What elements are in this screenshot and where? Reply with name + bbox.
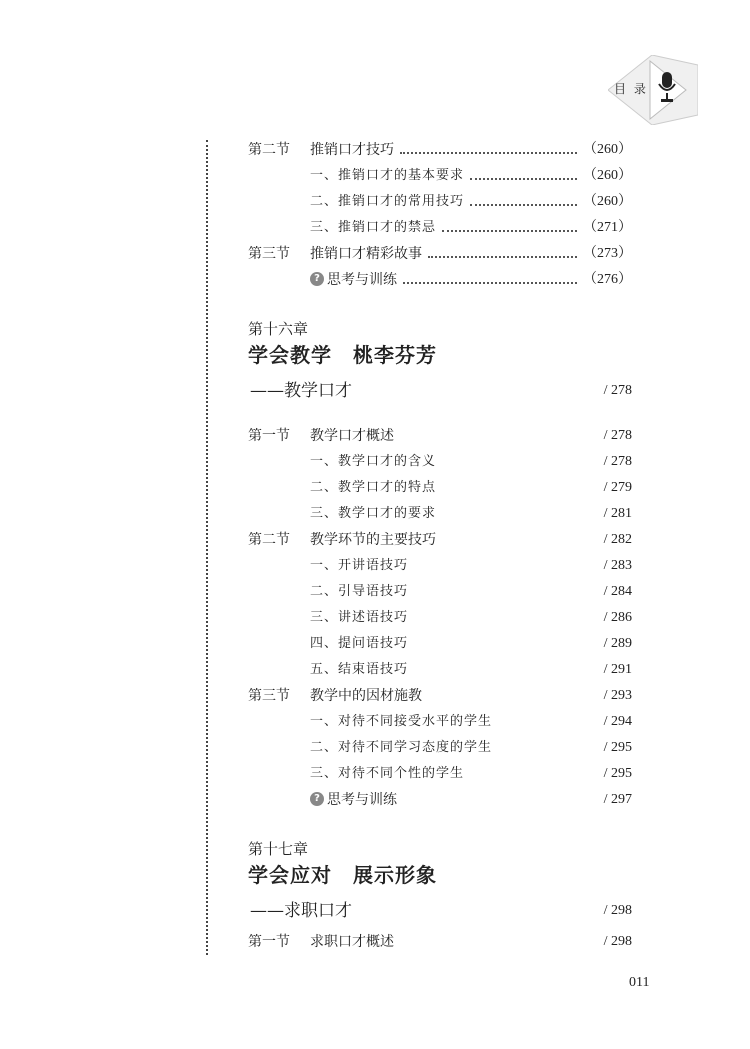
subsection-title	[310, 555, 408, 577]
leader-dots	[470, 204, 577, 206]
exercise-title	[310, 269, 397, 291]
subsection-title	[310, 191, 464, 213]
chapter-title: 学会应对 展示形象	[248, 863, 437, 887]
page-ref: / 298	[603, 934, 632, 949]
page-ref: / 298	[603, 903, 632, 918]
toc-entry-sub[interactable]	[0, 217, 750, 239]
page-ref: / 284	[603, 584, 632, 599]
subsection-title	[310, 763, 464, 785]
entry-text: 五、结束语技巧	[310, 662, 409, 677]
leader-dots	[470, 178, 577, 180]
section-title	[310, 425, 394, 447]
section-title	[310, 931, 394, 953]
subsection-title	[310, 711, 492, 733]
subsection-title	[310, 659, 408, 681]
page-ref: （260）	[583, 194, 632, 209]
page-ref: / 286	[603, 610, 632, 625]
entry-text: 一、教学口才的含义	[310, 454, 437, 469]
page-ref: / 289	[603, 636, 632, 651]
toc-entry-section[interactable]	[0, 425, 750, 447]
chapter-number: 第十六章	[248, 320, 309, 338]
entry-text: 二、教学口才的特点	[310, 480, 437, 495]
toc-entry-section[interactable]	[0, 685, 750, 707]
section-number: 第三节	[248, 246, 290, 262]
entry-text: 一、对待不同接受水平的学生	[310, 714, 493, 729]
subsection-title	[310, 165, 464, 187]
toc-entry-sub[interactable]	[0, 165, 750, 187]
entry-text: 思考与训练	[327, 792, 397, 808]
entry-text: 三、推销口才的禁忌	[310, 220, 437, 235]
entry-text: 二、引导语技巧	[310, 584, 409, 599]
section-number: 第三节	[248, 688, 290, 704]
subsection-title	[310, 737, 492, 759]
page-ref: / 295	[603, 766, 632, 781]
page-ref: / 294	[603, 714, 632, 729]
page-ref: （260）	[583, 142, 632, 157]
page-ref: / 297	[603, 792, 632, 807]
section-number: 第二节	[248, 142, 290, 158]
toc-entry-chapter[interactable]	[0, 318, 750, 413]
entry-text: 推销口才精彩故事	[310, 246, 422, 262]
chapter-subtitle: ——求职口才	[250, 901, 352, 921]
entry-text: 教学环节的主要技巧	[310, 532, 436, 548]
page-ref: （260）	[583, 168, 632, 183]
subsection-title	[310, 503, 436, 525]
page-ref: / 278	[603, 428, 632, 443]
section-title	[310, 685, 422, 707]
toc-entry-sub[interactable]	[0, 191, 750, 213]
entry-text: 教学中的因材施教	[310, 688, 422, 704]
toc-entry-sub[interactable]	[0, 763, 750, 785]
section-title	[310, 529, 436, 551]
toc-entry-sub[interactable]	[0, 451, 750, 473]
toc-entry-exercise[interactable]	[0, 269, 750, 291]
toc-entry-section[interactable]	[0, 529, 750, 551]
subsection-title	[310, 477, 436, 499]
question-icon: ?	[310, 792, 324, 806]
subsection-title	[310, 581, 408, 603]
toc-entry-section[interactable]	[0, 931, 750, 953]
entry-text: 三、教学口才的要求	[310, 506, 437, 521]
toc-entry-exercise[interactable]	[0, 789, 750, 811]
subsection-title	[310, 633, 408, 655]
entry-text: 推销口才技巧	[310, 142, 394, 158]
page-ref: / 281	[603, 506, 632, 521]
toc-entry-sub[interactable]	[0, 581, 750, 603]
page-ref: / 291	[603, 662, 632, 677]
page-ref: / 278	[603, 454, 632, 469]
entry-text: 三、对待不同个性的学生	[310, 766, 465, 781]
entry-text: 求职口才概述	[310, 934, 394, 950]
toc-entry-section[interactable]	[0, 139, 750, 161]
page-ref: / 282	[603, 532, 632, 547]
section-number: 第一节	[248, 934, 290, 950]
leader-dots	[400, 152, 577, 154]
page-ref: （271）	[583, 220, 632, 235]
toc-entry-sub[interactable]	[0, 477, 750, 499]
section-number: 第一节	[248, 428, 290, 444]
section-title	[310, 243, 422, 265]
exercise-title	[310, 789, 397, 811]
page-number: 011	[629, 975, 650, 990]
toc-entry-sub[interactable]	[0, 607, 750, 629]
leader-dots	[428, 256, 577, 258]
page-ref: （273）	[583, 246, 632, 261]
entry-text: 二、推销口才的常用技巧	[310, 194, 465, 209]
question-icon: ?	[310, 272, 324, 286]
leader-dots	[442, 230, 577, 232]
entry-text: 一、开讲语技巧	[310, 558, 409, 573]
toc-entry-sub[interactable]	[0, 737, 750, 759]
chapter-subtitle: ——教学口才	[250, 381, 352, 401]
page-ref: / 279	[603, 480, 632, 495]
entry-text: 教学口才概述	[310, 428, 394, 444]
toc-entry-section[interactable]	[0, 243, 750, 265]
page-ref: / 293	[603, 688, 632, 703]
entry-text: 一、推销口才的基本要求	[310, 168, 465, 183]
subsection-title	[310, 451, 436, 473]
entry-text: 四、提问语技巧	[310, 636, 409, 651]
entry-text: 思考与训练	[327, 272, 397, 288]
section-title	[310, 139, 394, 161]
section-number: 第二节	[248, 532, 290, 548]
page-ref: / 295	[603, 740, 632, 755]
chapter-title: 学会教学 桃李芬芳	[248, 343, 437, 367]
page-ref: / 283	[603, 558, 632, 573]
subsection-title	[310, 607, 408, 629]
leader-dots	[403, 282, 577, 284]
page-ref: / 278	[603, 383, 632, 398]
entry-text: 二、对待不同学习态度的学生	[310, 740, 493, 755]
toc-entry-sub[interactable]	[0, 711, 750, 733]
toc-entry-chapter[interactable]	[0, 838, 750, 933]
chapter-number: 第十七章	[248, 840, 309, 858]
page-ref: （276）	[583, 272, 632, 287]
toc-entry-sub[interactable]	[0, 555, 750, 577]
subsection-title	[310, 217, 436, 239]
toc-entry-sub[interactable]	[0, 633, 750, 655]
toc-entry-sub[interactable]	[0, 503, 750, 525]
toc-entry-sub[interactable]	[0, 659, 750, 681]
entry-text: 三、讲述语技巧	[310, 610, 409, 625]
header-label: 目 录	[614, 82, 648, 96]
